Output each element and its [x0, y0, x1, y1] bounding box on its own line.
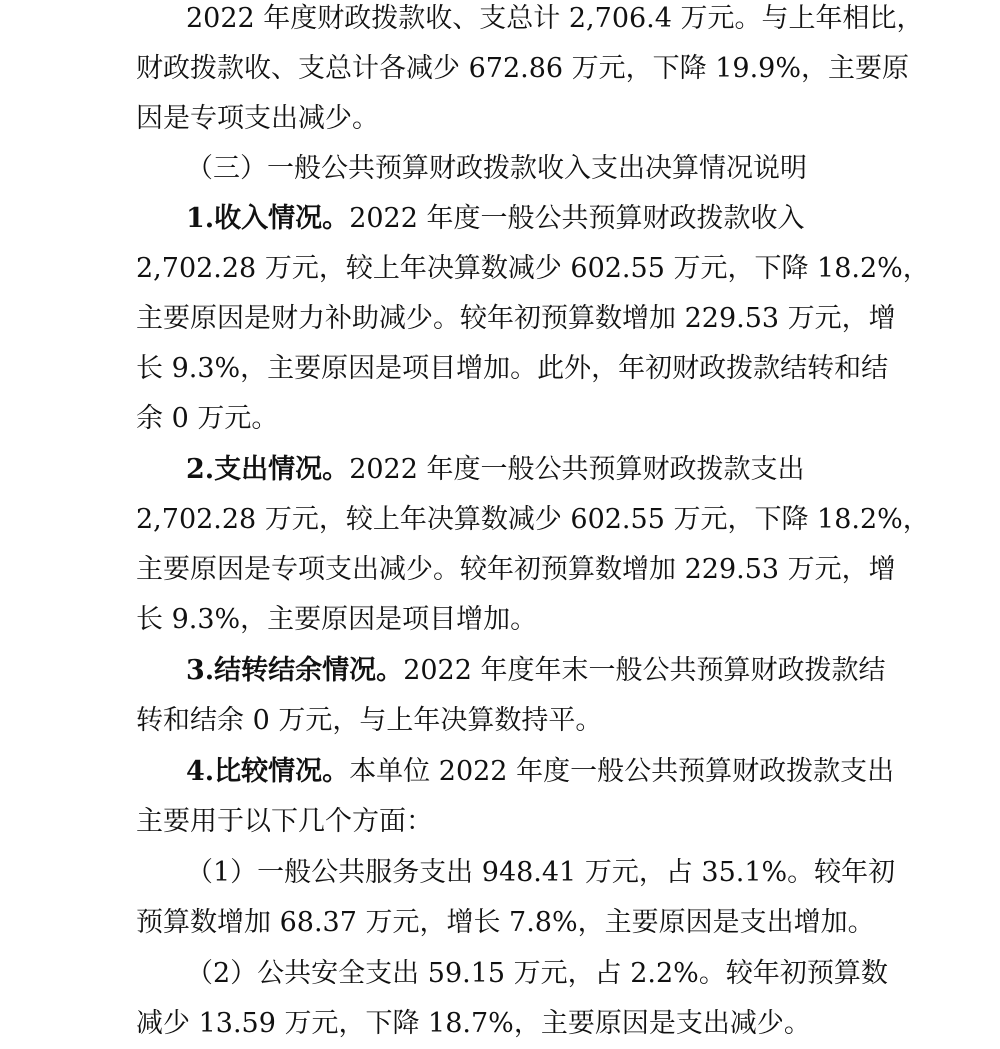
text: 2022 年度一般公共预算财政拨款支出 [349, 454, 805, 485]
expenditure-line-3 [136, 545, 1000, 595]
text: 减少 13.59 万元，下降 18.7%，主要原因是支出减少。 [136, 1008, 811, 1039]
text: 2022 年度一般公共预算财政拨款收入 [349, 203, 805, 234]
expenditure-line-1 [186, 445, 1000, 495]
text: 主要用于以下几个方面： [136, 806, 433, 837]
text: 2022 年度财政拨款收、支总计 2,706.4 万元。与上年相比， [186, 3, 924, 34]
text: 长 9.3%，主要原因是项目增加。此外，年初财政拨款结转和结 [136, 353, 889, 384]
item-2-line-2 [136, 999, 1000, 1049]
section-heading [186, 144, 1000, 194]
income-line-1 [186, 194, 1000, 244]
item-1-line-1 [186, 848, 1000, 898]
income-line-4 [136, 344, 1000, 394]
carryover-line-1 [186, 646, 1000, 696]
carryover-label: 3.结转结余情况。 [186, 655, 404, 686]
section-heading-text: （三）一般公共预算财政拨款收入支出决算情况说明 [186, 153, 807, 184]
text: 2,702.28 万元，较上年决算数减少 602.55 万元，下降 18.2%， [136, 253, 930, 284]
text: 财政拨款收、支总计各减少 672.86 万元，下降 19.9%，主要原 [136, 53, 909, 84]
paragraph-1-line-3 [136, 94, 1000, 144]
expenditure-line-4 [136, 595, 1000, 645]
text: （2）公共安全支出 59.15 万元，占 2.2%。较年初预算数 [186, 958, 888, 989]
comparison-line-1 [186, 747, 1000, 797]
income-line-5 [136, 394, 1000, 444]
text: 余 0 万元。 [136, 403, 279, 434]
text: 长 9.3%，主要原因是项目增加。 [136, 604, 538, 635]
expenditure-label: 2.支出情况。 [186, 454, 350, 485]
comparison-line-2 [136, 797, 1000, 847]
paragraph-1-line-1 [186, 0, 1000, 44]
income-line-3 [136, 294, 1000, 344]
text: 主要原因是财力补助减少。较年初预算数增加 229.53 万元，增 [136, 303, 896, 334]
paragraph-1-line-2 [136, 44, 1000, 94]
expenditure-line-2 [136, 495, 1000, 545]
text: （1）一般公共服务支出 948.41 万元，占 35.1%。较年初 [186, 857, 896, 888]
text: 2022 年度年末一般公共预算财政拨款结 [403, 655, 886, 686]
text: 转和结余 0 万元，与上年决算数持平。 [136, 705, 603, 736]
carryover-line-2 [136, 696, 1000, 746]
comparison-label: 4.比较情况。 [186, 756, 350, 787]
income-line-2 [136, 244, 1000, 294]
text: 2,702.28 万元，较上年决算数减少 602.55 万元，下降 18.2%， [136, 504, 930, 535]
item-2-line-1 [186, 949, 1000, 999]
item-1-line-2 [136, 898, 1000, 948]
text: 本单位 2022 年度一般公共预算财政拨款支出 [349, 756, 895, 787]
income-label: 1.收入情况。 [186, 203, 350, 234]
text: 主要原因是专项支出减少。较年初预算数增加 229.53 万元，增 [136, 554, 896, 585]
text: 预算数增加 68.37 万元，增长 7.8%，主要原因是支出增加。 [136, 907, 875, 938]
text: 因是专项支出减少。 [136, 103, 379, 134]
